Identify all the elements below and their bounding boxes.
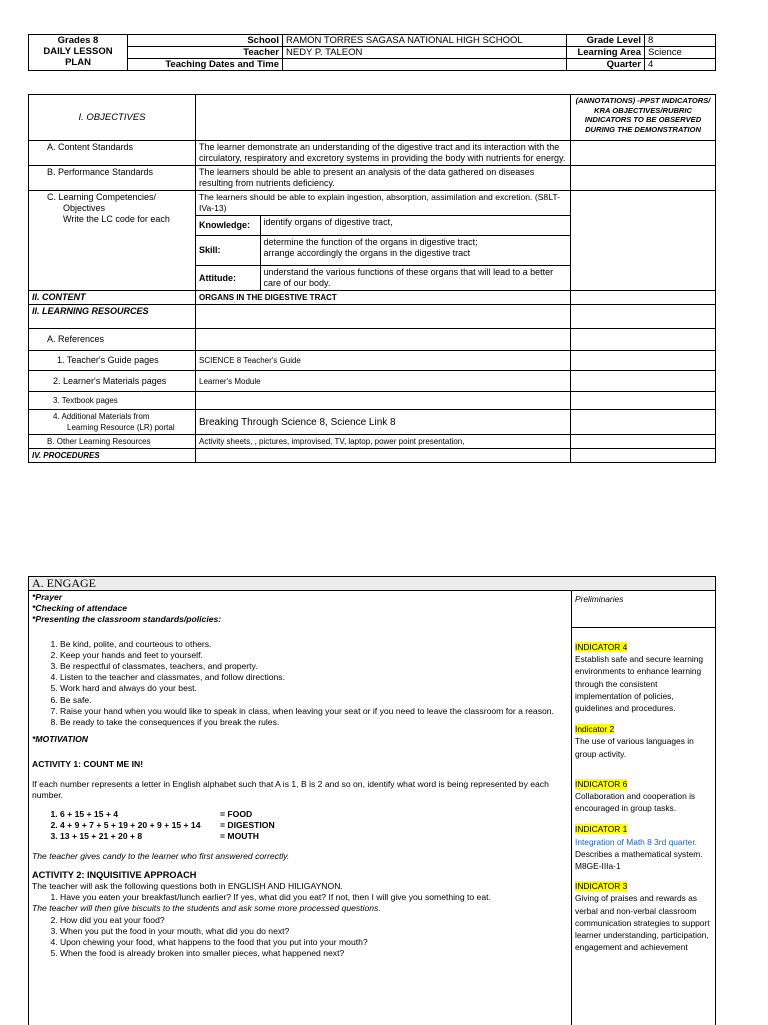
lesson-plan-title bbox=[29, 35, 128, 71]
annotation-cell bbox=[571, 371, 716, 392]
rule-item: 8. Be ready to take the consequences if you break the rules. bbox=[60, 717, 568, 728]
annotation-cell bbox=[571, 329, 716, 351]
annotation-cell bbox=[571, 351, 716, 371]
equation-answer: = DIGESTION bbox=[220, 820, 275, 831]
annotation-cell bbox=[571, 166, 716, 191]
other-resources-value: Activity sheets, , pictures, improvised, TV, laptop, power point presentation, bbox=[196, 435, 571, 449]
preliminaries-label: Preliminaries bbox=[575, 594, 624, 604]
additional-label-line: 4. Additional Materials from bbox=[53, 412, 150, 421]
attitude-label: Attitude: bbox=[196, 266, 260, 291]
question-item: 2. How did you eat your food? bbox=[60, 915, 568, 926]
dates-value bbox=[283, 59, 567, 71]
content-standards-text: The learner demonstrate an understanding of the digestive tract and its interaction with the circulatory, respiratory and excretory systems in providing the body with nutrients for energy. bbox=[196, 141, 571, 166]
skill-line: arrange accordingly the organs in the digestive tract bbox=[263, 248, 471, 258]
activity2-title: ACTIVITY 2: INQUISITIVE APPROACH bbox=[32, 869, 197, 880]
skill-text bbox=[260, 236, 570, 266]
performance-standards-text: The learners should be able to present an analysis of the data gathered on diseases resulting from nutrients deficiency. bbox=[196, 166, 571, 191]
rule-item: 1. Be kind, polite, and courteous to others. bbox=[60, 639, 568, 650]
indicator-3-text: Giving of praises and rewards as verbal and non-verbal classroom communication strategies to support learner understanding, participation, engagement and achievement bbox=[575, 893, 710, 953]
indicator-1-text: Describes a mathematical system. M8GE-IIIa-1 bbox=[575, 848, 703, 872]
candy-note: The teacher gives candy to the learner who first answered correctly. bbox=[32, 850, 290, 861]
activity1-instruction: If each number represents a letter in English alphabet such that A is 1, B is 2 and so on, identify what word is being represented by each number. bbox=[32, 778, 549, 800]
rule-item: 7. Raise your hand when you would like to speak in class, when leaving your seat or if you need to leave the classroom for a reason. bbox=[60, 706, 568, 717]
equation-expr: 6 + 15 + 15 + 4 bbox=[60, 809, 119, 820]
performance-standards-label: B. Performance Standards bbox=[29, 166, 196, 191]
prayer-line: *Prayer bbox=[32, 592, 63, 602]
competencies-label-line: Objectives bbox=[63, 203, 106, 213]
question-list-2 bbox=[32, 915, 568, 960]
lm-label: 2. Learner's Materials pages bbox=[29, 371, 196, 392]
preliminaries-cell bbox=[572, 591, 715, 628]
activity2-intro: The teacher will ask the following questions both in ENGLISH AND HILIGAYNON. bbox=[32, 881, 343, 892]
lm-value: Learner's Module bbox=[196, 371, 571, 392]
indicator-1-label: INDICATOR 1 bbox=[575, 824, 628, 835]
additional-value: Breaking Through Science 8, Science Link 8 bbox=[196, 410, 571, 435]
teacher-value: NEDY P. TALEON bbox=[283, 47, 567, 59]
question-item: 1. Have you eaten your breakfast/lunch earlier? If yes, what did you eat? If not, then I will give you something to eat. bbox=[60, 892, 568, 903]
title-line: DAILY LESSON bbox=[43, 46, 113, 57]
knowledge-label: Knowledge: bbox=[196, 216, 260, 236]
other-resources-label: B. Other Learning Resources bbox=[29, 435, 196, 449]
indicator-1 bbox=[575, 823, 712, 872]
indicator-6-label: INDICATOR 6 bbox=[575, 778, 628, 789]
tg-value: SCIENCE 8 Teacher's Guide bbox=[196, 351, 571, 371]
motivation-label: *MOTIVATION bbox=[32, 734, 89, 745]
kas-table bbox=[196, 215, 570, 290]
indicator-2-label: Indicator 2 bbox=[575, 724, 615, 735]
objectives-heading: I. OBJECTIVES bbox=[29, 95, 196, 141]
indicator-3 bbox=[575, 880, 712, 953]
annotation-cell bbox=[571, 291, 716, 305]
competencies-cell bbox=[196, 191, 571, 291]
header-table bbox=[28, 34, 716, 71]
dates-label: Teaching Dates and Time bbox=[128, 59, 283, 71]
biscuits-note: The teacher will then give biscuits to the students and ask some more processed questions. bbox=[32, 903, 381, 914]
content-heading: II. CONTENT bbox=[29, 291, 196, 305]
equation-expr: 4 + 9 + 7 + 5 + 19 + 20 + 9 + 15 + 14 bbox=[60, 820, 201, 831]
competencies-text: The learners should be able to explain ingestion, absorption, assimilation and excretion. (S8LT-IVa-13) bbox=[199, 192, 560, 213]
grade-level-value: 8 bbox=[645, 35, 716, 47]
indicators-list bbox=[572, 628, 715, 953]
rules-list bbox=[32, 639, 568, 729]
objectives-blank bbox=[196, 95, 571, 141]
attitude-text: understand the various functions of these organs that will lead to a better care of our body. bbox=[260, 266, 570, 291]
knowledge-text: identify organs of digestive tract, bbox=[260, 216, 570, 236]
annotation-cell bbox=[571, 305, 716, 329]
competencies-label bbox=[29, 191, 196, 291]
indicator-4-text: Establish safe and secure learning environments to enhance learning through the consistent implementation of policies, guidelines and procedures. bbox=[575, 654, 704, 714]
annotation-cell bbox=[571, 141, 716, 166]
skill-label: Skill: bbox=[196, 236, 260, 266]
rule-item: 5. Work hard and always do your best. bbox=[60, 683, 568, 694]
school-value: RAMON TORRES SAGASA NATIONAL HIGH SCHOOL bbox=[283, 35, 567, 47]
annotation-cell bbox=[571, 449, 716, 463]
learning-area-label: Learning Area bbox=[567, 47, 645, 59]
annotation-cell bbox=[571, 435, 716, 449]
question-item: 3. When you put the food in your mouth, what did you do next? bbox=[60, 926, 568, 937]
content-standards-label: A. Content Standards bbox=[29, 141, 196, 166]
quarter-label: Quarter bbox=[567, 59, 645, 71]
annotation-cell bbox=[571, 392, 716, 410]
annotations-heading: (ANNOTATIONS) -PPST INDICATORS/ KRA OBJECTIVES/RUBRIC INDICATORS TO BE OBSERVED DURING THE DEMONSTRATION bbox=[571, 95, 716, 141]
procedures-heading: IV. PROCEDURES bbox=[29, 449, 196, 463]
annotation-cell bbox=[571, 191, 716, 291]
blank-cell bbox=[196, 305, 571, 329]
indicator-3-label: INDICATOR 3 bbox=[575, 881, 628, 892]
indicator-1-integration: Integration of Math 8 3rd quarter. bbox=[575, 836, 697, 847]
title-line: Grades 8 bbox=[57, 35, 99, 46]
question-item: 5. When the food is already broken into smaller pieces, what happened next? bbox=[60, 948, 568, 959]
indicator-6 bbox=[575, 778, 712, 815]
indicator-4-label: INDICATOR 4 bbox=[575, 642, 628, 652]
school-label: School bbox=[128, 35, 283, 47]
indicator-2-text: The use of various languages in group activity. bbox=[575, 736, 694, 759]
references-label: A. References bbox=[29, 329, 196, 351]
tg-label: 1. Teacher's Guide pages bbox=[29, 351, 196, 371]
equation-item bbox=[60, 809, 568, 820]
attendance-line: *Checking of attendace bbox=[32, 603, 128, 614]
equation-item bbox=[60, 820, 568, 831]
indicator-4 bbox=[575, 641, 712, 714]
skill-line: determine the function of the organs in digestive tract; bbox=[263, 237, 478, 247]
engage-procedure bbox=[29, 591, 572, 1025]
resources-heading: II. LEARNING RESOURCES bbox=[29, 305, 196, 329]
textbook-label: 3. Textbook pages bbox=[29, 392, 196, 410]
teacher-label: Teacher bbox=[128, 47, 283, 59]
blank-cell bbox=[196, 449, 571, 463]
rule-item: 6. Be safe. bbox=[60, 695, 568, 706]
equation-answer: = FOOD bbox=[220, 809, 253, 820]
title-line: PLAN bbox=[65, 57, 91, 68]
annotation-cell bbox=[571, 410, 716, 435]
engage-heading: A. ENGAGE bbox=[29, 577, 715, 591]
textbook-value bbox=[196, 392, 571, 410]
rule-item: 4. Listen to the teacher and classmates, and follow directions. bbox=[60, 672, 568, 683]
competencies-label-line: Write the LC code for each bbox=[63, 214, 170, 224]
standards-line: *Presenting the classroom standards/policies: bbox=[32, 614, 222, 625]
additional-label bbox=[29, 410, 196, 435]
competencies-label-line: C. Learning Competencies/ bbox=[47, 192, 157, 202]
blank-cell bbox=[196, 329, 571, 351]
rule-item: 2. Keep your hands and feet to yourself. bbox=[60, 650, 568, 661]
additional-label-line: Learning Resource (LR) portal bbox=[67, 423, 175, 432]
equation-expr: 13 + 15 + 21 + 20 + 8 bbox=[60, 831, 143, 842]
rule-item: 3. Be respectful of classmates, teachers, and property. bbox=[60, 661, 568, 672]
equation-list bbox=[32, 809, 568, 843]
quarter-value: 4 bbox=[645, 59, 716, 71]
content-text: ORGANS IN THE DIGESTIVE TRACT bbox=[196, 291, 571, 305]
question-list-1 bbox=[32, 892, 568, 903]
equation-answer: = MOUTH bbox=[220, 831, 259, 842]
learning-area-value: Science bbox=[645, 47, 716, 59]
grade-level-label: Grade Level bbox=[567, 35, 645, 47]
indicator-2 bbox=[575, 723, 712, 760]
question-item: 4. Upon chewing your food, what happens to the food that you put into your mouth? bbox=[60, 937, 568, 948]
activity1-title: ACTIVITY 1: COUNT ME IN! bbox=[32, 759, 144, 770]
objectives-table bbox=[28, 94, 716, 463]
equation-item bbox=[60, 831, 568, 842]
engage-section bbox=[28, 576, 716, 1025]
indicator-6-text: Collaboration and cooperation is encouraged in group tasks. bbox=[575, 791, 696, 814]
annotations-column bbox=[572, 591, 715, 1025]
